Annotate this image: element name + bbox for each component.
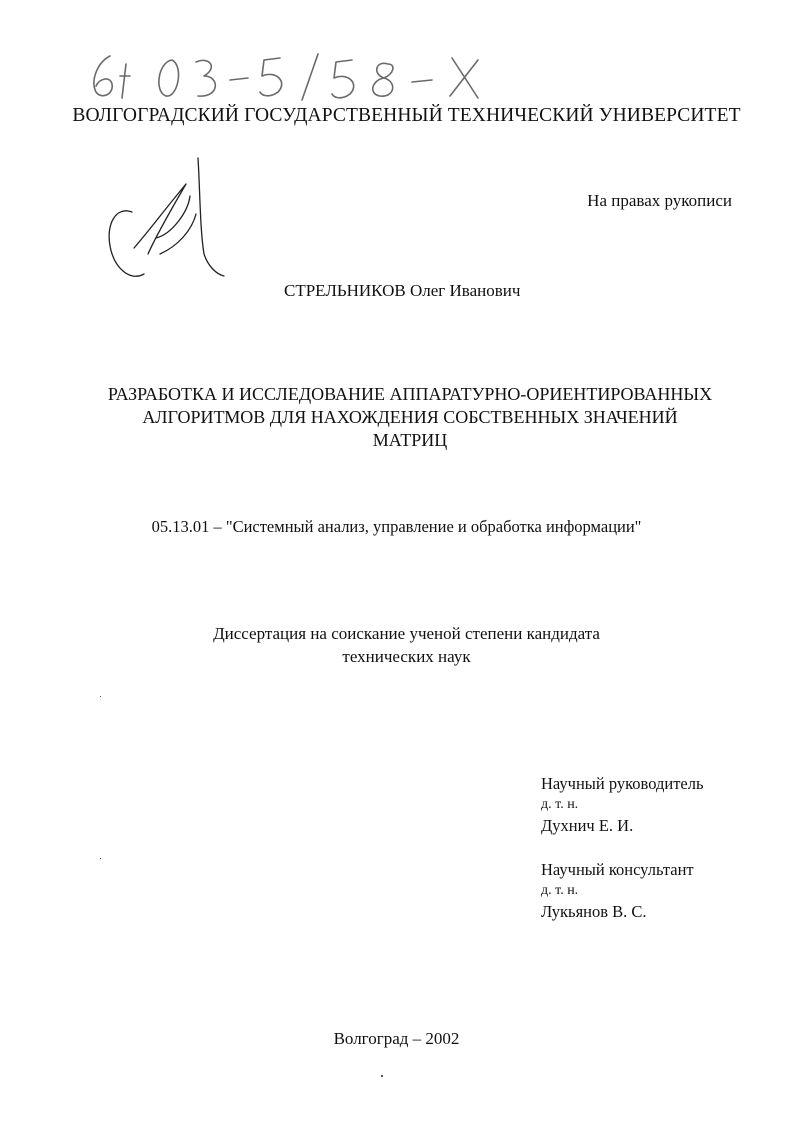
rights-note: На правах рукописи [587,191,732,210]
degree-line: технических наук [342,647,471,666]
scan-speck [381,1075,383,1077]
specialty-code: 05.13.01 – "Системный анализ, управление и обработка информации" [151,517,642,536]
supervisor-name: Духнич Е. И. [541,816,634,835]
title-line: АЛГОРИТМОВ ДЛЯ НАХОЖДЕНИЯ СОБСТВЕННЫХ ЗНАЧЕНИЙ [142,407,678,427]
scan-speck [100,696,101,697]
city-year: Волгоград – 2002 [333,1029,460,1048]
degree-statement [120,622,693,668]
degree-line: Диссертация на соискание ученой степени кандидата [213,624,600,643]
university-name: ВОЛГОГРАДСКИЙ ГОСУДАРСТВЕННЫЙ ТЕХНИЧЕСКИЙ УНИВЕРСИТЕТ [72,105,741,126]
consultant-degree: д. т. н. [541,883,579,898]
author-name: СТРЕЛЬНИКОВ Олег Иванович [284,281,521,300]
dissertation-title [60,383,760,452]
scan-speck [100,858,101,859]
title-line: РАЗРАБОТКА И ИССЛЕДОВАНИЕ АППАРАТУРНО-ОРИЕНТИРОВАННЫХ [107,384,713,404]
supervisor-role: Научный руководитель [541,774,704,793]
handwritten-signature [100,150,240,290]
advisors-block [541,772,781,923]
consultant-role: Научный консультант [541,860,694,879]
consultant-name: Лукьянов В. С. [541,902,647,921]
handwritten-archive-code [80,42,600,106]
title-line: МАТРИЦ [372,430,448,450]
supervisor-degree: д. т. н. [541,797,579,812]
